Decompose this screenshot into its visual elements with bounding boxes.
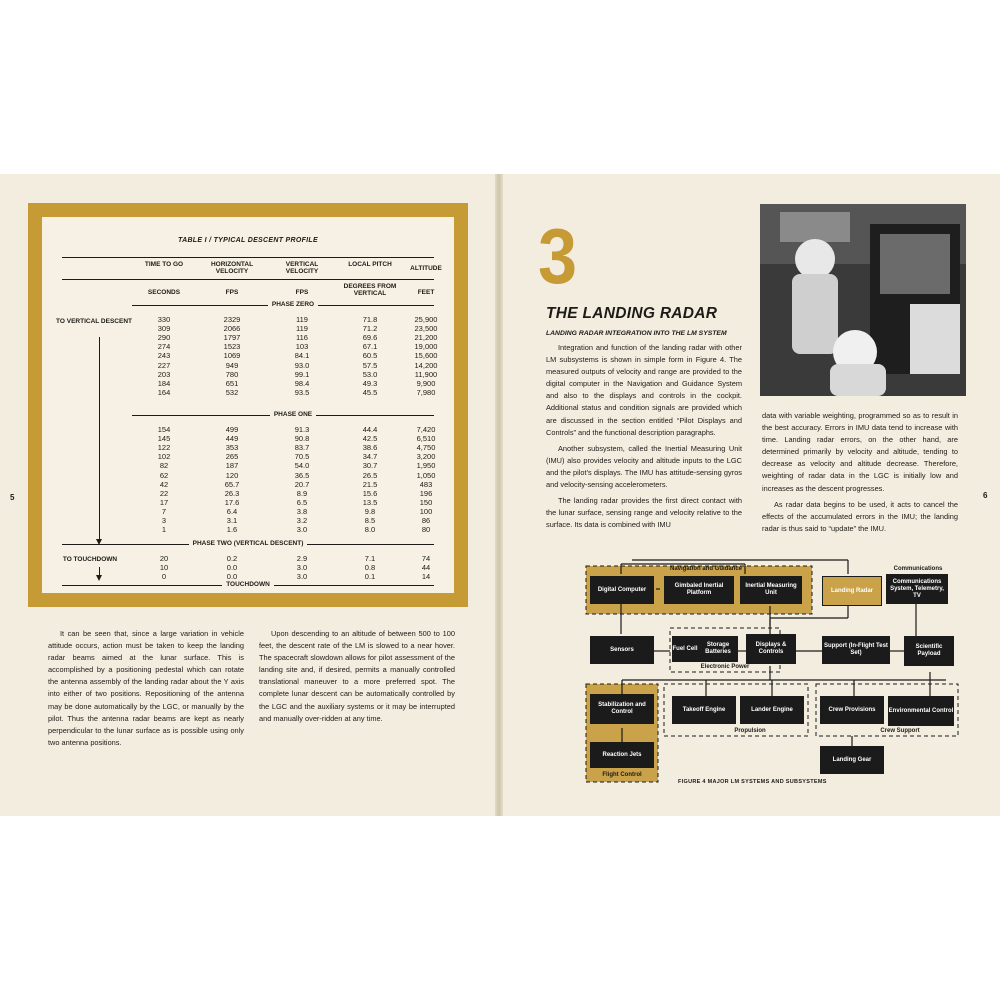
table-cell: 184: [157, 378, 171, 388]
col-header-vvel: VERTICAL VELOCITY: [285, 261, 319, 275]
table-cell: 4,750: [416, 443, 436, 453]
box-imu: Inertial Measuring Unit: [740, 576, 802, 604]
paragraph: As radar data begins to be used, it acts to cancel the effects of the accumulated errors in the IMU; the landing radar is thus said to “update” the IMU.: [762, 499, 958, 533]
box-landing-radar: Landing Radar: [822, 576, 882, 606]
paragraph: The landing radar provides the first direct contact with the lunar surface, sensing range and velocity relative to the surface. Its data is combined with IMU: [546, 496, 742, 530]
table-row: [42, 425, 454, 434]
touchdown-label: TOUCHDOWN: [222, 581, 274, 588]
table-cell: 99.1: [294, 369, 310, 379]
table-row: [42, 471, 454, 480]
table-cell: 0.0: [226, 563, 238, 573]
table-cell: 70.5: [294, 452, 310, 462]
table-cell: 86: [421, 516, 431, 525]
group-label-propulsion: Propulsion: [734, 728, 766, 734]
astronauts-image: [760, 204, 966, 396]
table-cell: 8.0: [364, 525, 376, 535]
table-cell: 0: [161, 572, 167, 582]
table-cell: 17.6: [224, 497, 240, 507]
descent-profile-table: [42, 217, 454, 593]
box-storage-batteries: Storage Batteries: [698, 636, 738, 662]
paragraph: Another subsystem, called the Inertial Measuring Unit (IMU) also provides velocity and altitude inputs to the LGC and the pilot's displays. The IMU has attitude-sensing gyros and velocity-sensing accelerometers.: [546, 443, 742, 490]
paragraph: Upon descending to an altitude of between 500 to 100 feet, the descent rate of the LM is slowed to a near hover. The spacecraft slowdown allows for pilot assessment of the landing site and, if desired, permits a manually controlled translational maneuver to a more preferred spot. The complete lunar descent can be automatically controlled by the LGC and the auxiliary systems or it may be interrupted and manually over-ridden at any time.: [259, 629, 455, 723]
table-cell: 1,950: [416, 461, 436, 471]
box-lander-engine: Lander Engine: [740, 696, 804, 724]
table-cell: 21,200: [414, 333, 438, 343]
box-landing-gear: Landing Gear: [820, 746, 884, 774]
table-row: [42, 351, 454, 360]
table-cell: 1: [161, 525, 167, 535]
box-gimbaled-platform: Gimbaled Inertial Platform: [664, 576, 734, 604]
phase-label: [132, 411, 454, 418]
table-cell: 3.1: [226, 516, 238, 525]
box-scientific-payload: Scientific Payload: [904, 636, 954, 666]
table-cell: 0.1: [364, 572, 376, 582]
unit-feet: FEET: [417, 289, 435, 296]
box-fuel-cell: Fuel Cell: [672, 636, 698, 662]
table-row: [42, 379, 454, 388]
table-cell: 15,600: [414, 351, 438, 361]
table-cell: 7: [161, 506, 167, 516]
table-cell: 15.6: [362, 488, 378, 498]
table-cell: 499: [225, 425, 239, 434]
box-displays-controls: Displays & Controls: [746, 634, 796, 664]
table-cell: 93.5: [294, 387, 310, 397]
table-cell: 93.0: [294, 360, 310, 370]
page-number-right: 6: [983, 491, 988, 500]
table-rule: [62, 279, 434, 280]
box-reaction-jets: Reaction Jets: [590, 742, 654, 768]
table-cell: 2329: [223, 315, 241, 324]
table-cell: 1797: [223, 333, 241, 343]
table-cell: 19,000: [414, 342, 438, 352]
table-row: [42, 443, 454, 452]
page-number-left: 5: [10, 493, 15, 502]
table-cell: 30.7: [362, 461, 378, 471]
table-cell: 25,900: [414, 315, 438, 324]
side-label-touchdown: TO TOUCHDOWN: [62, 556, 118, 563]
paragraph: data with variable weighting, programmed so as to result in the best accuracy. Errors in IMU data tend to increase with time. Landing radar errors, on the other hand, are determined primarily by velocity and altitude, tending to decrease as velocity and altitude decrease. Therefore, weighting of radar data in the LGC is initially low and increases as the descent progresses.: [762, 411, 958, 493]
side-label-vertical: TO VERTICAL DESCENT: [56, 318, 132, 325]
table-cell: 7.1: [364, 554, 376, 563]
table-cell: 23,500: [414, 324, 438, 334]
table-cell: 187: [225, 461, 239, 471]
table-cell: 119: [296, 324, 308, 334]
col-header-altitude: ALTITUDE: [410, 265, 442, 272]
table-cell: 11,900: [414, 369, 438, 379]
page-gutter: [495, 174, 503, 816]
table-cell: 14: [421, 572, 431, 582]
table-cell: 17: [159, 497, 169, 507]
table-row: [42, 480, 454, 489]
table-row: [42, 434, 454, 443]
table-cell: 74: [421, 554, 431, 563]
table-cell: 3.0: [296, 572, 308, 582]
cockpit-photo: [760, 204, 966, 396]
table-cell: 34.7: [362, 452, 378, 462]
paragraph: Integration and function of the landing radar with other LM subsystems is shown in simple form in Figure 4. The measured outputs of velocity and range are provided to the digital computer in the Navigation and Guidance System and also to the displays and controls in the cockpit. Additional status and condition signals are provided which are discussed in the section entitled “Pilot Displays and Controls” and the functional description paragraphs.: [546, 343, 742, 437]
table-row: [42, 370, 454, 379]
table-cell: 449: [225, 434, 239, 444]
paragraph: It can be seen that, since a large variation in vehicle attitude occurs, action must be taken to keep the landing radar beams aimed at the lunar surface. This is accomplished by a positioning pedestal which can rotate the antenna assembly of the landing radar about the Y axis into either of two positions. Repositioning of the antenna may be done automatically by the LGC, or manually by the pilot. Thus the antenna radar beams are kept as nearly perpendicular to the lunar surface as is possible using only two antenna positions.: [48, 629, 244, 747]
table-cell: 57.5: [362, 360, 378, 370]
table-cell: 164: [157, 387, 171, 397]
table-cell: 49.3: [362, 378, 378, 388]
table-cell: 353: [225, 443, 239, 453]
table-cell: 67.1: [362, 342, 378, 352]
phase-label: [132, 301, 454, 308]
table-cell: 8.9: [296, 488, 308, 498]
box-stabilization: Stabilization and Control: [590, 694, 654, 724]
table-cell: 2066: [223, 324, 241, 334]
table-cell: 45.5: [362, 387, 378, 397]
table-cell: 330: [157, 315, 171, 324]
table-cell: 0.2: [226, 554, 238, 563]
table-cell: 103: [295, 342, 309, 352]
table-cell: 84.1: [294, 351, 310, 361]
table-cell: 780: [225, 369, 239, 379]
table-cell: 119: [296, 315, 308, 324]
table-cell: 116: [296, 333, 308, 343]
table-row: [42, 461, 454, 470]
box-crew-provisions: Crew Provisions: [820, 696, 884, 724]
descent-profile-table-frame: [28, 203, 468, 607]
table-cell: 65.7: [224, 479, 240, 489]
table-cell: 265: [225, 452, 239, 462]
table-cell: 69.6: [362, 333, 378, 343]
table-cell: 7,980: [416, 387, 436, 397]
table-cell: 20: [159, 554, 169, 563]
table-cell: 62: [159, 470, 169, 480]
table-cell: 100: [419, 506, 433, 516]
group-label-comm: Communications: [893, 566, 943, 572]
group-label-flight: Flight Control: [602, 772, 642, 778]
table-cell: 3.0: [296, 525, 308, 535]
table-cell: 90.8: [294, 434, 310, 444]
table-cell: 71.8: [362, 315, 378, 324]
table-cell: 10: [159, 563, 169, 573]
phase-name: PHASE TWO (VERTICAL DESCENT): [189, 540, 308, 547]
table-cell: 44.4: [362, 425, 378, 434]
table-cell: 71.2: [362, 324, 378, 334]
col-header-time: TIME TO GO: [144, 261, 184, 268]
table-cell: 42.5: [362, 434, 378, 444]
table-row: [42, 315, 454, 324]
table-cell: 483: [419, 479, 433, 489]
table-cell: 3: [161, 516, 167, 525]
table-row: [42, 342, 454, 351]
box-takeoff-engine: Takeoff Engine: [672, 696, 736, 724]
table-cell: 1.6: [226, 525, 238, 535]
table-cell: 6.4: [226, 506, 238, 516]
table-row: [42, 489, 454, 498]
table-title: TABLE I / TYPICAL DESCENT PROFILE: [178, 237, 318, 244]
table-cell: 91.3: [294, 425, 310, 434]
table-cell: 26.3: [224, 488, 240, 498]
group-label-nav: Navigation and Guidance: [669, 566, 742, 572]
table-cell: 36.5: [294, 470, 310, 480]
chapter-number: 3: [538, 212, 578, 300]
table-cell: 1,050: [416, 470, 436, 480]
table-cell: 8.5: [364, 516, 376, 525]
table-cell: 196: [419, 488, 433, 498]
table-row: [42, 563, 454, 572]
phase-name: PHASE ZERO: [268, 301, 318, 308]
table-cell: 14,200: [414, 360, 438, 370]
table-cell: 120: [225, 470, 239, 480]
table-cell: 102: [157, 452, 171, 462]
table-rule: [62, 257, 434, 258]
col-header-hvel: HORIZONTAL VELOCITY: [210, 261, 254, 275]
box-support: Support (In-Flight Test Set): [822, 636, 890, 664]
lm-systems-diagram: [560, 556, 980, 796]
table-cell: 83.7: [294, 443, 310, 453]
table-cell: 243: [157, 351, 171, 361]
table-cell: 203: [157, 369, 171, 379]
table-cell: 0.8: [364, 563, 376, 573]
table-row: [42, 572, 454, 581]
table-cell: 949: [225, 360, 239, 370]
table-cell: 42: [159, 479, 169, 489]
table-cell: 80: [421, 525, 431, 535]
left-text-col1: [48, 628, 244, 749]
table-cell: 1523: [223, 342, 241, 352]
table-cell: 38.6: [362, 443, 378, 453]
box-digital-computer: Digital Computer: [590, 576, 654, 604]
table-cell: 145: [157, 434, 171, 444]
table-row: [42, 388, 454, 397]
unit-degrees: DEGREES FROM VERTICAL: [343, 283, 397, 297]
table-cell: 532: [225, 387, 239, 397]
table-cell: 3,200: [416, 452, 436, 462]
col-header-pitch: LOCAL PITCH: [348, 261, 392, 268]
left-text-col2: [259, 628, 455, 725]
table-cell: 6.5: [296, 497, 308, 507]
table-row: [42, 516, 454, 525]
box-environmental-control: Environmental Control: [888, 696, 954, 726]
right-text-col1: [546, 342, 742, 531]
table-cell: 227: [157, 360, 171, 370]
table-cell: 150: [419, 497, 433, 507]
final-label: [42, 581, 454, 588]
table-cell: 0.0: [226, 572, 238, 582]
table-cell: 44: [421, 563, 431, 573]
table-cell: 9.8: [364, 506, 376, 516]
table-cell: 651: [225, 378, 239, 388]
table-cell: 122: [157, 443, 171, 453]
table-cell: 274: [157, 342, 171, 352]
box-comm-system: Communications System, Telemetry, TV: [886, 574, 948, 604]
table-cell: 54.0: [294, 461, 310, 471]
table-cell: 3.0: [296, 563, 308, 573]
table-cell: 290: [157, 333, 171, 343]
table-cell: 154: [157, 425, 171, 434]
table-cell: 7,420: [416, 425, 436, 434]
table-row: [42, 507, 454, 516]
unit-fps-v: FPS: [295, 289, 309, 296]
table-cell: 3.2: [296, 516, 308, 525]
table-cell: 9,900: [416, 378, 436, 388]
table-cell: 3.8: [296, 506, 308, 516]
table-cell: 82: [159, 461, 169, 471]
section-heading: LANDING RADAR INTEGRATION INTO THE LM SYSTEM: [546, 330, 727, 337]
table-cell: 13.5: [362, 497, 378, 507]
group-label-power: Electronic Power: [700, 664, 750, 670]
table-cell: 20.7: [294, 479, 310, 489]
table-cell: 22: [159, 488, 169, 498]
group-label-crew: Crew Support: [880, 728, 920, 734]
box-sensors: Sensors: [590, 636, 654, 664]
table-cell: 1069: [223, 351, 241, 361]
unit-seconds: SECONDS: [147, 289, 181, 296]
right-text-col2: [762, 410, 958, 535]
table-cell: 26.5: [362, 470, 378, 480]
table-cell: 2.9: [296, 554, 308, 563]
table-row: [42, 324, 454, 333]
table-row: [42, 525, 454, 534]
phase-label: [42, 540, 454, 547]
table-cell: 60.5: [362, 351, 378, 361]
table-cell: 98.4: [294, 378, 310, 388]
table-cell: 21.5: [362, 479, 378, 489]
chapter-title: THE LANDING RADAR: [546, 305, 718, 322]
unit-fps-h: FPS: [225, 289, 239, 296]
table-row: [42, 361, 454, 370]
table-row: [42, 333, 454, 342]
table-row: [42, 452, 454, 461]
phase-name: PHASE ONE: [270, 411, 316, 418]
figure-caption: FIGURE 4 MAJOR LM SYSTEMS AND SUBSYSTEMS: [678, 779, 827, 785]
table-cell: 309: [157, 324, 171, 334]
table-cell: 6,510: [416, 434, 436, 444]
table-row: [42, 498, 454, 507]
table-row: [42, 554, 454, 563]
table-cell: 53.0: [362, 369, 378, 379]
